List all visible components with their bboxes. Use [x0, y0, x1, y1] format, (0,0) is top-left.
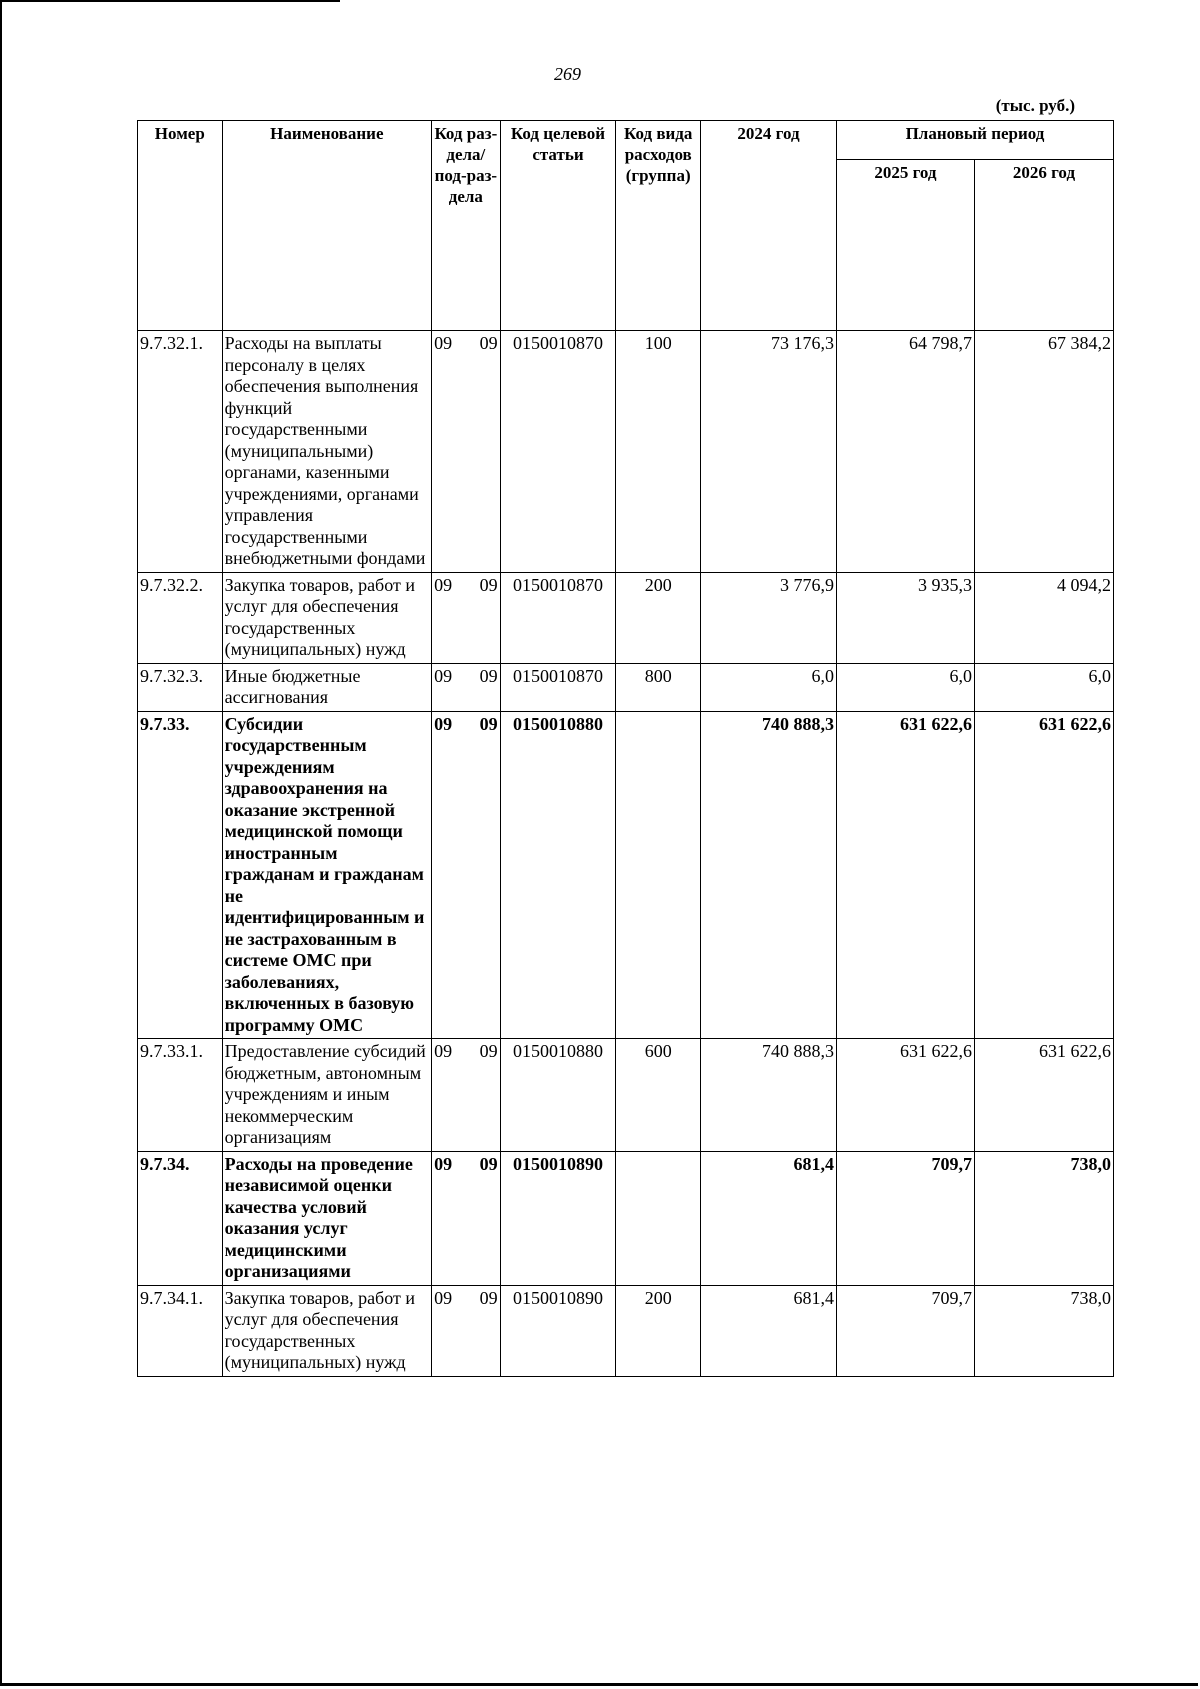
row-amount-2025: 3 935,3 — [836, 572, 974, 663]
row-podrazdel: 09 — [479, 1041, 498, 1061]
row-expense-type: 200 — [616, 1285, 701, 1376]
row-target-code: 0150010870 — [500, 663, 616, 711]
row-expense-type: 800 — [616, 663, 701, 711]
row-amount-2026: 738,0 — [974, 1285, 1113, 1376]
row-target-code: 0150010880 — [500, 1039, 616, 1152]
row-target-code: 0150010870 — [500, 331, 616, 573]
row-amount-2024: 740 888,3 — [701, 711, 837, 1039]
table-row — [138, 1151, 1114, 1285]
page-number: 269 — [554, 64, 581, 84]
row-target-code: 0150010890 — [500, 1285, 616, 1376]
table-row — [138, 572, 1114, 663]
row-name: Предоставление субсидий бюджетным, автономным учреждениям и иным некоммерческим организациям — [222, 1039, 432, 1152]
row-amount-2024: 740 888,3 — [701, 1039, 837, 1152]
row-amount-2026: 4 094,2 — [974, 572, 1113, 663]
row-razdel-cell — [432, 572, 500, 663]
row-number: 9.7.33.1. — [138, 1039, 223, 1152]
row-target-code: 0150010880 — [500, 711, 616, 1039]
row-number: 9.7.33. — [138, 711, 223, 1039]
row-number: 9.7.34.1. — [138, 1285, 223, 1376]
row-name: Расходы на проведение независимой оценки качества условий оказания услуг медицинскими организациями — [222, 1151, 432, 1285]
row-podrazdel: 09 — [479, 333, 498, 353]
row-razdel-cell — [432, 1151, 500, 1285]
row-razdel-cell — [432, 711, 500, 1039]
row-number: 9.7.32.2. — [138, 572, 223, 663]
row-name: Иные бюджетные ассигнования — [222, 663, 432, 711]
row-target-code: 0150010870 — [500, 572, 616, 663]
row-target-code: 0150010890 — [500, 1151, 616, 1285]
units-label: (тыс. руб.) — [995, 96, 1075, 115]
row-expense-type: 100 — [616, 331, 701, 573]
row-number: 9.7.32.1. — [138, 331, 223, 573]
row-razdel: 09 — [434, 333, 453, 353]
budget-table — [137, 120, 1114, 1377]
row-amount-2024: 681,4 — [701, 1285, 837, 1376]
row-amount-2025: 64 798,7 — [836, 331, 974, 573]
row-podrazdel: 09 — [479, 1287, 498, 1308]
row-amount-2025: 631 622,6 — [836, 1039, 974, 1152]
table-row — [138, 711, 1114, 1039]
header-expense-type: Код вида расходов (группа) — [616, 121, 701, 331]
row-amount-2024: 3 776,9 — [701, 572, 837, 663]
row-amount-2026: 631 622,6 — [974, 1039, 1113, 1152]
header-name: Наименование — [222, 121, 432, 331]
row-amount-2024: 681,4 — [701, 1151, 837, 1285]
row-razdel: 09 — [434, 1287, 453, 1308]
row-expense-type — [616, 711, 701, 1039]
row-razdel-cell — [432, 1039, 500, 1152]
header-row-1 — [138, 121, 1114, 160]
row-number: 9.7.32.3. — [138, 663, 223, 711]
row-amount-2025: 6,0 — [836, 663, 974, 711]
row-razdel: 09 — [434, 1153, 453, 1174]
table-row — [138, 663, 1114, 711]
row-amount-2026: 631 622,6 — [974, 711, 1113, 1039]
row-podrazdel: 09 — [479, 713, 498, 734]
row-podrazdel: 09 — [479, 1153, 498, 1174]
header-year-2024: 2024 год — [701, 121, 837, 331]
header-planned-period: Плановый период — [836, 121, 1113, 160]
row-number: 9.7.34. — [138, 1151, 223, 1285]
row-amount-2025: 709,7 — [836, 1151, 974, 1285]
row-razdel: 09 — [434, 574, 453, 595]
row-razdel: 09 — [434, 665, 453, 686]
row-razdel-cell — [432, 663, 500, 711]
row-name: Закупка товаров, работ и услуг для обеспечения государственных (муниципальных) нужд — [222, 1285, 432, 1376]
table-row — [138, 1039, 1114, 1152]
row-razdel: 09 — [434, 1041, 453, 1061]
table-row — [138, 331, 1114, 573]
header-year-2026: 2026 год — [974, 160, 1113, 331]
header-year-2025: 2025 год — [836, 160, 974, 331]
table-row — [138, 1285, 1114, 1376]
row-podrazdel: 09 — [479, 665, 498, 686]
header-razdel: Код раз-дела/ под-раз-дела — [432, 121, 500, 331]
row-expense-type: 600 — [616, 1039, 701, 1152]
table-body — [138, 331, 1114, 1377]
row-razdel-cell — [432, 331, 500, 573]
row-amount-2026: 738,0 — [974, 1151, 1113, 1285]
row-amount-2024: 6,0 — [701, 663, 837, 711]
row-name: Закупка товаров, работ и услуг для обеспечения государственных (муниципальных) нужд — [222, 572, 432, 663]
row-expense-type — [616, 1151, 701, 1285]
row-razdel: 09 — [434, 713, 453, 734]
scan-mark — [0, 0, 340, 2]
row-razdel-cell — [432, 1285, 500, 1376]
row-amount-2025: 631 622,6 — [836, 711, 974, 1039]
row-amount-2026: 67 384,2 — [974, 331, 1113, 573]
row-amount-2026: 6,0 — [974, 663, 1113, 711]
row-podrazdel: 09 — [479, 574, 498, 595]
header-target-code: Код целевой статьи — [500, 121, 616, 331]
row-name: Субсидии государственным учреждениям здравоохранения на оказание экстренной медицинской помощи иностранным гражданам и гражданам не идентифицированным и не застрахованным в системе ОМС при заболеваниях, включенных в базовую программу ОМС — [222, 711, 432, 1039]
row-expense-type: 200 — [616, 572, 701, 663]
row-amount-2025: 709,7 — [836, 1285, 974, 1376]
header-number: Номер — [138, 121, 223, 331]
row-name: Расходы на выплаты персоналу в целях обеспечения выполнения функций государственными (муниципальными) органами, казенными учреждениями, органами управления государственными внебюджетными фондами — [222, 331, 432, 573]
row-amount-2024: 73 176,3 — [701, 331, 837, 573]
